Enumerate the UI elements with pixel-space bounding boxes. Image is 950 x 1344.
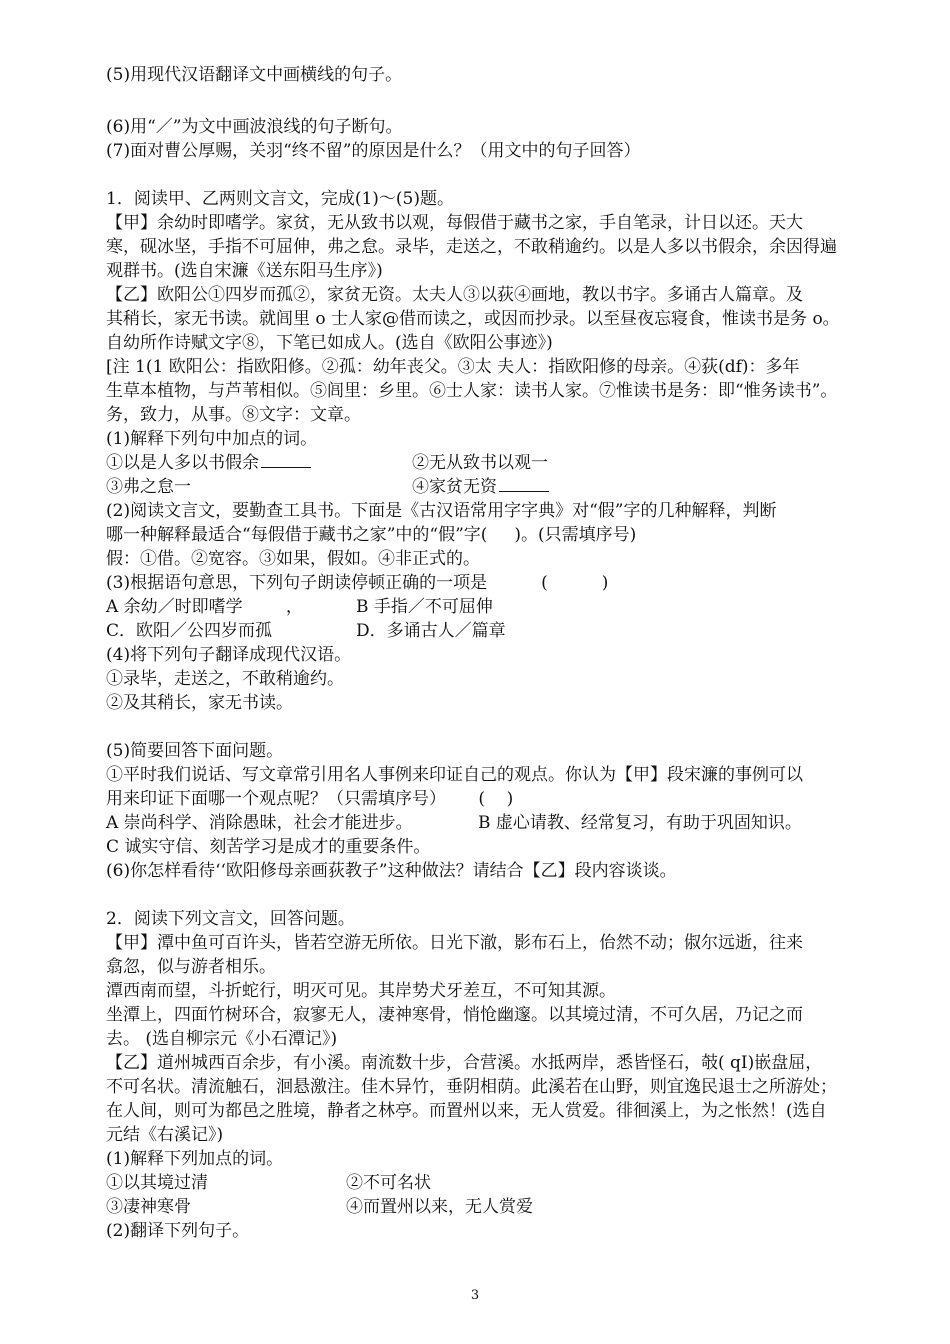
s1-q3-option-d: D．多诵古人／篇章 (356, 621, 506, 641)
passage-jia-line: 【甲】余幼时即嗜学。家贫，无从致书以观，每假借于藏书之家，手自笔录，计日以还。天大 (106, 213, 803, 233)
passage-2-yi-line: 不可名状。清流触石，洄悬激注。佳木异竹，垂阴相荫。此溪若在山野，则宜逸民退士之所游处； (106, 1077, 837, 1097)
s1-q5-text: ①平时我们说话、写文章常引用名人事例来印证自己的观点。你认为【甲】段宋濂的事例可以 (106, 765, 803, 785)
passage-2-jia-line: 潭西南而望，斗折蛇行，明灭可见。其岸势犬牙差互，不可知其源。 (106, 981, 616, 1001)
s2-q1-item-a: ①以其境过清 (106, 1173, 208, 1193)
s2-q1-item-d: ④而置州以来，无人赏爱 (346, 1197, 533, 1217)
section-1-title: 1．阅读甲、乙两则文言文，完成(1)～(5)题。 (106, 189, 454, 209)
passage-yi-line: 自幼所作诗赋文字⑧，下笔已如成人。(选自《欧阳公事迹》) (106, 333, 553, 353)
passage-2-jia-line: 坐潭上，四面竹树环合，寂寥无人，凄神寒骨，悄怆幽邃。以其境过清，不可久居，乃记之而 (106, 1005, 803, 1025)
s1-q3-option-c: C．欧阳／公四岁而孤 (106, 621, 273, 641)
s1-q5-option-c: C 诚实守信、刻苦学习是成才的重要条件。 (106, 837, 431, 857)
passage-2-yi-line: 在人间，则可为都邑之胜境，静者之林亭。而置州以来，无人赏爱。徘徊溪上，为之怅然！(选自 (106, 1101, 827, 1121)
s1-q1-item-d (412, 476, 549, 498)
s1-q5-text: 用来印证下面哪一个观点呢？（只需填序号） ( ) (106, 789, 514, 809)
note-line: 务，致力，从事。⑧文字：文章。 (106, 405, 361, 425)
s1-q5-option-b: B 虚心请教、经常复习，有助于巩固知识。 (478, 813, 802, 833)
note-line: 生草本植物，与芦苇相似。⑤闾里：乡里。⑥士人家：读书人家。⑦惟读书是务：即“惟务读书”。 (106, 381, 838, 401)
passage-2-jia-line: 【甲】潭中鱼可百许头，皆若空游无所依。日光下澈，影布石上，佁然不动；俶尔远逝，往来 (106, 933, 803, 953)
s1-question-3: (3)根据语句意思，下列句子朗读停顿正确的一项是 ( ) (106, 573, 609, 593)
s1-q1-item-d-text: ④家贫无资 (412, 477, 497, 497)
s1-q4-item-b: ②及其稍长，家无书读。 (106, 693, 293, 713)
passage-jia-line: 观群书。(选自宋濂《送东阳马生序》) (106, 261, 383, 281)
s1-q5-option-a: A 崇尚科学、消除愚昧，社会才能进步。 (106, 813, 413, 833)
answer-blank (499, 477, 549, 492)
section-2-title: 2．阅读下列文言文，回答问题。 (106, 909, 355, 929)
passage-2-yi-line: 元结《右溪记》) (106, 1125, 224, 1145)
note-line: [注 1(1 欧阳公：指欧阳修。②孤：幼年丧父。③太 夫人：指欧阳修的母亲。④荻(df)：多年 (106, 357, 800, 377)
s1-q1-item-b: ②无从致书以观一 (412, 453, 548, 473)
s2-q1-item-c: ③凄神寒骨 (106, 1197, 191, 1217)
passage-yi-line: 其稍长，家无书读。就闾里 o 士人家@借而读之，或因而抄录。以至昼夜忘寝食，惟读书是务 o。 (106, 309, 840, 329)
s2-question-2: (2)翻译下列句子。 (106, 1221, 250, 1241)
s1-question-2: (2)阅读文言文，要勤查工具书。下面是《古汉语常用字字典》对“假”字的几种解释，判断 (106, 501, 777, 521)
s1-q3-option-a: A 余幼／时即嗜学 ， (106, 597, 303, 617)
s1-q1-item-c: ③弗之怠一 (106, 477, 191, 497)
passage-yi-line: 【乙】欧阳公①四岁而孤②，家贫无资。太夫人③以荻④画地，教以书字。多诵古人篇章。及 (106, 285, 803, 305)
s1-q1-item-a (106, 452, 311, 474)
question-6: (6)用“／”为文中画波浪线的句子断句。 (106, 117, 403, 137)
s1-q1-item-a-text: ①以是人多以书假余 (106, 453, 259, 473)
s1-q4-item-a: ①录毕，走送之，不敢稍逾约。 (106, 669, 344, 689)
s2-q1-item-b: ②不可名状 (346, 1173, 431, 1193)
answer-blank (261, 453, 311, 468)
page-number: 3 (470, 1288, 480, 1303)
passage-2-jia-line: 去。 (选自柳宗元《小石潭记》) (106, 1029, 338, 1049)
s1-question-4: (4)将下列句子翻译成现代汉语。 (106, 645, 352, 665)
question-5: (5)用现代汉语翻译文中画横线的句子。 (106, 65, 403, 85)
s1-question-6: (6)你怎样看待‘‘欧阳修母亲画荻教子”这种做法？请结合【乙】段内容谈谈。 (106, 861, 677, 881)
passage-2-yi-line: 【乙】道州城西百余步，有小溪。南流数十步，合营溪。水抵两岸，悉皆怪石，攲( qI)嵌盘屈， (106, 1053, 823, 1073)
s1-question-1: (1)解释下列句中加点的词。 (106, 429, 318, 449)
question-7: (7)面对曹公厚赐，关羽“终不留”的原因是什么？（用文中的句子回答） (106, 141, 641, 161)
s1-question-2-options: 假：①借。②宽容。③如果，假如。④非正式的。 (106, 549, 480, 569)
s1-question-2-cont: 哪一种解释最适合“每假借于藏书之家”中的“假”字( )。(只需填序号) (106, 525, 637, 545)
s1-q3-option-b: B 手指／不可屈伸 (356, 597, 493, 617)
passage-2-jia-line: 翕忽，似与游者相乐。 (106, 957, 276, 977)
s2-question-1: (1)解释下列加点的词。 (106, 1149, 284, 1169)
passage-jia-line: 寒，砚冰坚，手指不可屈伸，弗之怠。录毕，走送之，不敢稍逾约。以是人多以书假余，余因得遍 (106, 237, 837, 257)
s1-question-5: (5)简要回答下面问题。 (106, 741, 284, 761)
